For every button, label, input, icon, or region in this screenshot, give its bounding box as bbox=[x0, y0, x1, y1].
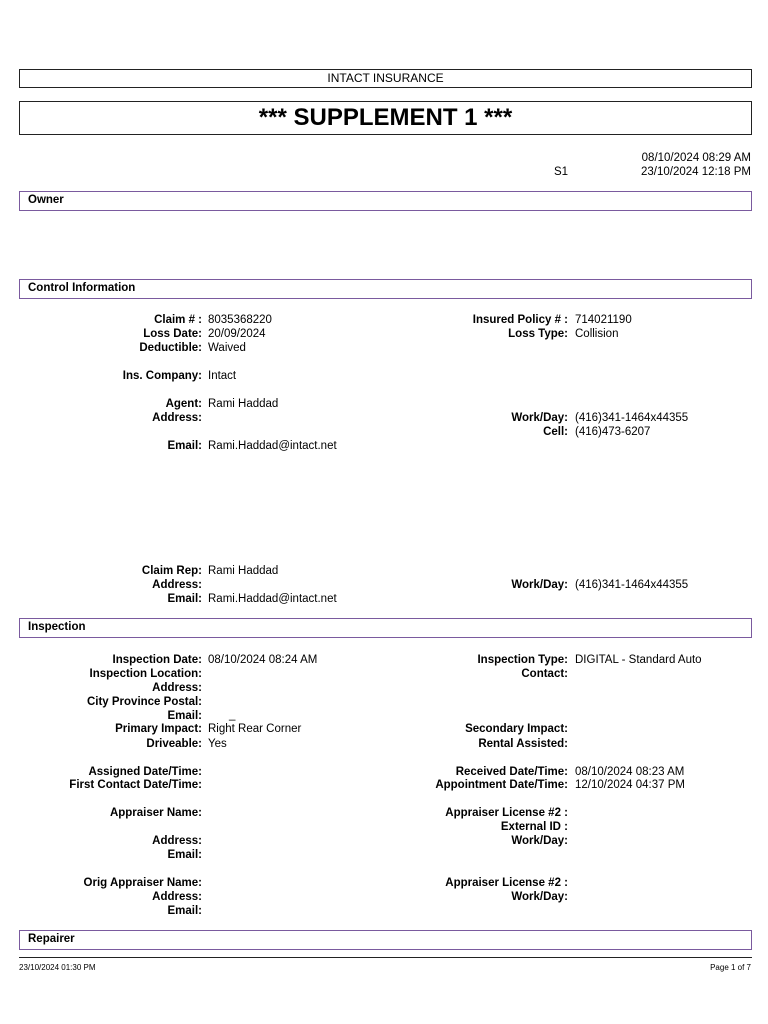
claim-number-label: Claim # : bbox=[154, 314, 202, 326]
inspection-type: DIGITAL - Standard Auto bbox=[575, 654, 702, 666]
claim-rep: Rami Haddad bbox=[208, 565, 279, 577]
loss-type: Collision bbox=[575, 328, 619, 340]
claim-number: 8035368220 bbox=[208, 314, 272, 326]
rep-workday-label: Work/Day: bbox=[511, 579, 568, 591]
agent-label: Agent: bbox=[165, 398, 202, 410]
section-repairer: Repairer bbox=[19, 930, 752, 950]
deductible-label: Deductible: bbox=[139, 342, 202, 354]
company-header: INTACT INSURANCE bbox=[19, 69, 752, 88]
header-date-2: 23/10/2024 12:18 PM bbox=[641, 166, 751, 178]
rep-email-label: Email: bbox=[167, 593, 202, 605]
driveable: Yes bbox=[208, 738, 227, 750]
loss-type-label: Loss Type: bbox=[508, 328, 568, 340]
orig-appraiser-email-label: Email: bbox=[167, 905, 202, 917]
insured-policy-label: Insured Policy # : bbox=[472, 314, 568, 326]
ins-company: Intact bbox=[208, 370, 237, 382]
rental-assisted-label: Rental Assisted: bbox=[478, 738, 568, 750]
inspection-type-label: Inspection Type: bbox=[477, 654, 568, 666]
inspection-date-label: Inspection Date: bbox=[112, 654, 202, 666]
appraiser-name-label: Appraiser Name: bbox=[109, 807, 202, 819]
city-province-postal-label: City Province Postal: bbox=[86, 696, 202, 708]
orig-appraiser-workday-label: Work/Day: bbox=[511, 891, 568, 903]
appraiser-address-label: Address: bbox=[152, 835, 202, 847]
contact-label: Contact: bbox=[521, 668, 568, 680]
agent-email: Rami.Haddad@intact.net bbox=[208, 440, 337, 452]
insured-policy: 714021190 bbox=[575, 314, 632, 326]
inspection-date: 08/10/2024 08:24 AM bbox=[208, 654, 318, 666]
loss-date: 20/09/2024 bbox=[208, 328, 266, 340]
inspection-address-label: Address: bbox=[152, 682, 202, 694]
received-date: 08/10/2024 08:23 AM bbox=[575, 766, 685, 778]
inspection-email-label: Email: bbox=[167, 710, 202, 722]
secondary-impact-label: Secondary Impact: bbox=[465, 723, 568, 735]
agent-name: Rami Haddad bbox=[208, 398, 279, 410]
rep-workday: (416)341-1464x44355 bbox=[575, 579, 689, 591]
agent-workday: (416)341-1464x44355 bbox=[575, 412, 689, 424]
header-date-1: 08/10/2024 08:29 AM bbox=[641, 152, 751, 164]
document-title: *** SUPPLEMENT 1 *** bbox=[19, 101, 752, 135]
appointment-date: 12/10/2024 04:37 PM bbox=[575, 779, 685, 791]
rep-address-label: Address: bbox=[152, 579, 202, 591]
appraiser-email-label: Email: bbox=[167, 849, 202, 861]
primary-impact-label: Primary Impact: bbox=[115, 723, 202, 735]
section-owner: Owner bbox=[19, 191, 752, 211]
supplement-code: S1 bbox=[554, 166, 569, 178]
inspection-location-label: Inspection Location: bbox=[89, 668, 202, 680]
assigned-date-label: Assigned Date/Time: bbox=[88, 766, 202, 778]
agent-address-label: Address: bbox=[152, 412, 202, 424]
driveable-label: Driveable: bbox=[146, 738, 202, 750]
loss-date-label: Loss Date: bbox=[143, 328, 202, 340]
primary-impact: Right Rear Corner bbox=[208, 723, 302, 735]
rep-email: Rami.Haddad@intact.net bbox=[208, 593, 337, 605]
first-contact-label: First Contact Date/Time: bbox=[69, 779, 202, 791]
page-number: Page 1 of 7 bbox=[710, 963, 751, 972]
claim-rep-label: Claim Rep: bbox=[141, 565, 202, 577]
footer-divider bbox=[19, 957, 752, 958]
appraiser-workday-label: Work/Day: bbox=[511, 835, 568, 847]
section-inspection: Inspection bbox=[19, 618, 752, 638]
section-control-information: Control Information bbox=[19, 279, 752, 299]
agent-cell-label: Cell: bbox=[543, 426, 568, 438]
external-id-label: External ID : bbox=[500, 821, 568, 833]
deductible: Waived bbox=[208, 342, 246, 354]
appointment-date-label: Appointment Date/Time: bbox=[435, 779, 568, 791]
footer-timestamp: 23/10/2024 01:30 PM bbox=[19, 963, 96, 972]
orig-appraiser-address-label: Address: bbox=[152, 891, 202, 903]
ins-company-label: Ins. Company: bbox=[122, 370, 202, 382]
received-date-label: Received Date/Time: bbox=[455, 766, 568, 778]
appraiser-license-label: Appraiser License #2 : bbox=[445, 807, 568, 819]
agent-cell: (416)473-6207 bbox=[575, 426, 651, 438]
orig-appraiser-license-label: Appraiser License #2 : bbox=[445, 877, 568, 889]
agent-email-label: Email: bbox=[167, 440, 202, 452]
orig-appraiser-name-label: Orig Appraiser Name: bbox=[83, 877, 202, 889]
inspection-email: _ bbox=[229, 709, 236, 721]
agent-workday-label: Work/Day: bbox=[511, 412, 568, 424]
